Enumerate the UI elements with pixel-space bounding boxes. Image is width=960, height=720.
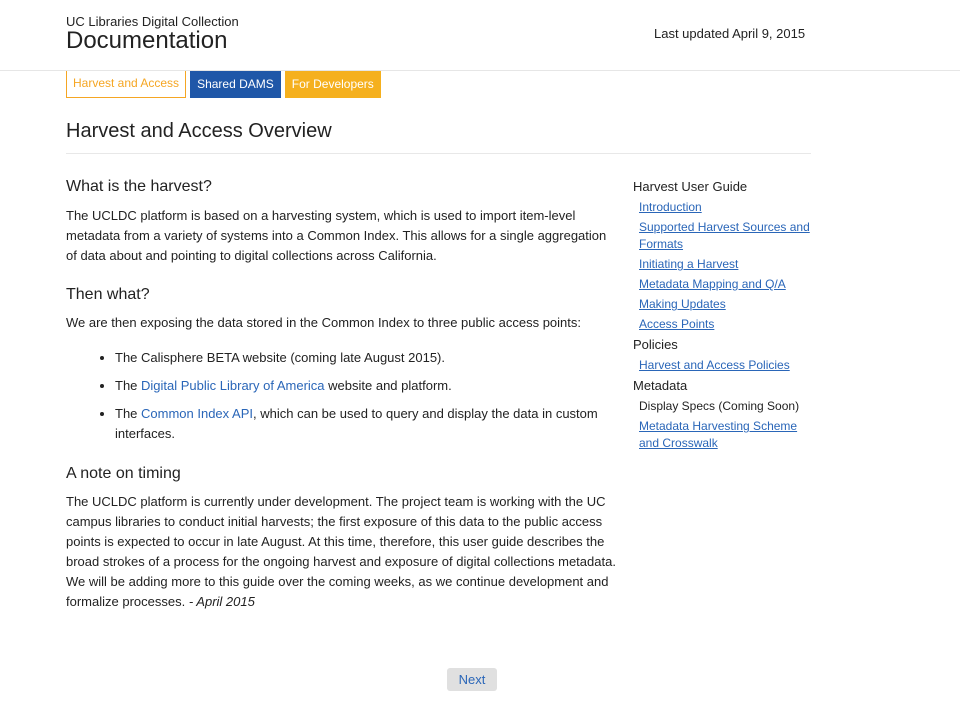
paragraph-text: The UCLDC platform is based on a harvesting system, which is used to import item-level metadata from a variety of systems into a Common Index. This allows for a single aggregation of data about and pointing to digital collections across California. xyxy=(66,208,607,263)
sidebar-item-harvesting-scheme[interactable]: Metadata Harvesting Scheme and Crosswalk xyxy=(639,419,798,450)
sidebar-item-metadata-mapping[interactable]: Metadata Mapping and Q/A xyxy=(639,277,786,291)
sidebar-item-supported-sources[interactable]: Supported Harvest Sources and Formats xyxy=(639,220,810,251)
sidebar-section-policies: Policies xyxy=(633,337,678,352)
common-index-api-link[interactable]: Common Index API xyxy=(141,406,254,421)
list-item-text: The Calisphere BETA website (coming late August 2015). xyxy=(115,350,445,365)
list-item-text: , which can be used to query and display the data in custom interfaces. xyxy=(115,406,598,441)
list-item-text: The xyxy=(115,406,142,421)
sidebar-item-making-updates[interactable]: Making Updates xyxy=(639,297,726,311)
paragraph-signature: - April 2015 xyxy=(188,594,255,609)
paragraph-note-on-timing xyxy=(66,492,616,612)
dpla-link[interactable]: Digital Public Library of America xyxy=(141,378,325,393)
paragraph-then-what xyxy=(66,313,616,333)
sidebar-nav xyxy=(633,177,813,455)
list-item xyxy=(115,376,655,396)
list-item-text: The xyxy=(115,378,142,393)
site-name: UC Libraries Digital Collection xyxy=(66,14,239,29)
list-item xyxy=(115,348,655,368)
sidebar-item-access-points[interactable]: Access Points xyxy=(639,317,715,331)
heading-then-what: Then what? xyxy=(66,286,150,303)
heading-note-on-timing: A note on timing xyxy=(66,465,181,482)
paragraph-text: The UCLDC platform is currently under development. The project team is working with the UC campus libraries to conduct initial harvests; the first exposure of this data to the public access points is expected to occur in late August. At this time, therefore, this user guide describes the broad strokes of a process for the ongoing harvest and exposure of digital collections metadata. We will be adding more to this guide over the coming weeks, as we continue development and formalize processes. xyxy=(66,494,616,609)
sidebar-item-initiating-harvest[interactable]: Initiating a Harvest xyxy=(639,257,739,271)
doc-title: Documentation xyxy=(66,27,228,54)
paragraph-text: We are then exposing the data stored in the Common Index to three public access points: xyxy=(66,315,582,330)
sidebar-item-harvest-access-policies[interactable]: Harvest and Access Policies xyxy=(639,358,790,372)
sidebar-item-introduction[interactable]: Introduction xyxy=(639,200,702,214)
access-points-list xyxy=(66,348,655,452)
page-title: Harvest and Access Overview xyxy=(66,120,332,142)
list-item-text: website and platform. xyxy=(324,378,452,393)
section-tabs xyxy=(66,71,381,98)
next-button[interactable]: Next xyxy=(447,668,497,691)
sidebar-item-display-specs: Display Specs (Coming Soon) xyxy=(639,399,800,413)
tab-for-developers[interactable]: For Developers xyxy=(285,71,381,98)
site-header xyxy=(0,0,960,71)
paragraph-what-is-harvest xyxy=(66,206,616,266)
list-item xyxy=(115,404,655,444)
tab-shared-dams[interactable]: Shared DAMS xyxy=(190,71,281,98)
heading-what-is-harvest: What is the harvest? xyxy=(66,178,212,195)
title-divider xyxy=(66,153,811,154)
sidebar-section-metadata: Metadata xyxy=(633,378,688,393)
last-updated: Last updated April 9, 2015 xyxy=(654,26,806,41)
sidebar-section-harvest-guide: Harvest User Guide xyxy=(633,179,748,194)
tab-harvest-and-access[interactable]: Harvest and Access xyxy=(66,71,186,98)
